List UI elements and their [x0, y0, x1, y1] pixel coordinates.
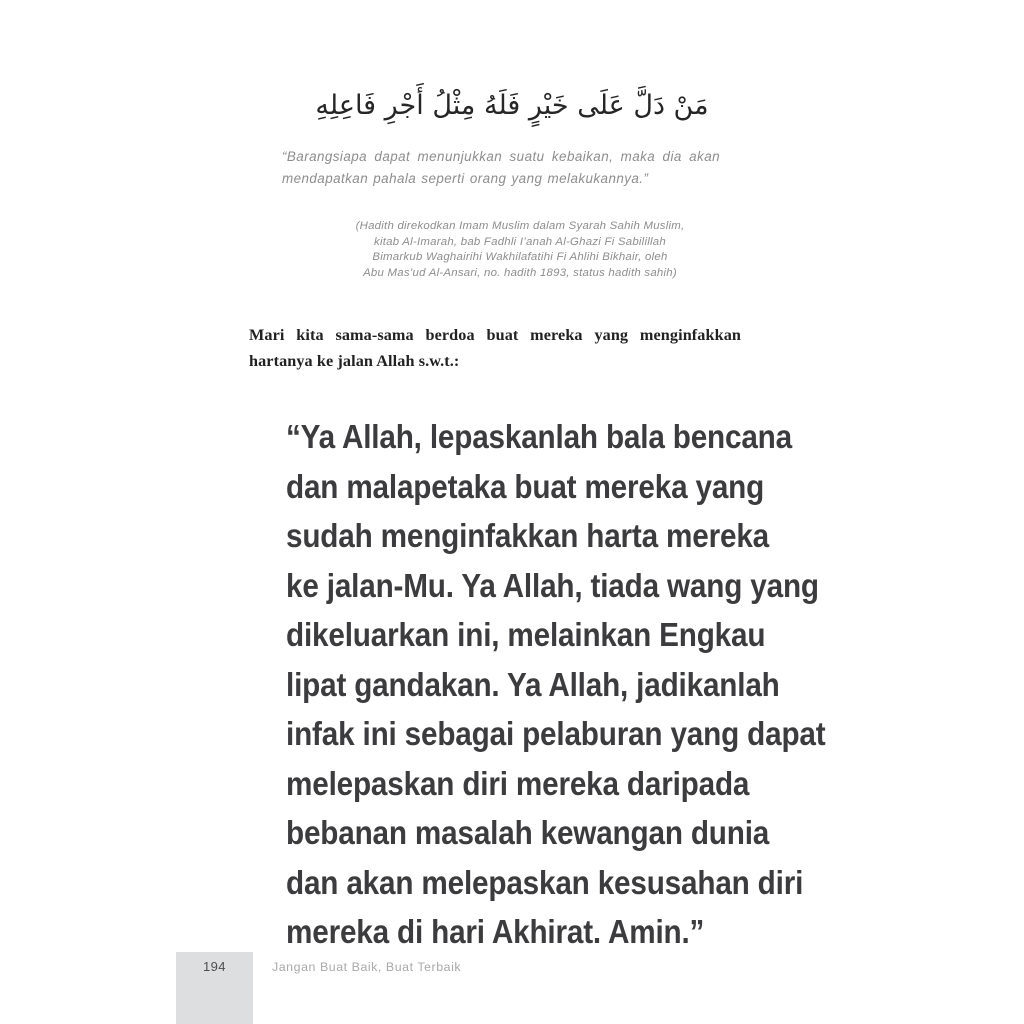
hadith-source-line: (Hadith direkodkan Imam Muslim dalam Syarah Sahih Muslim,	[355, 220, 685, 232]
body-paragraph-line: Mari kita sama-sama berdoa buat mereka yang menginfakkan	[249, 326, 741, 344]
prayer-quotation	[286, 412, 826, 957]
prayer-line: melepaskan diri mereka daripada	[286, 764, 750, 802]
footer-book-title: Jangan Buat Baik, Buat Terbaik	[272, 960, 462, 974]
prayer-line: mereka di hari Akhirat. Amin.”	[286, 913, 705, 950]
body-paragraph	[249, 322, 741, 374]
hadith-translation-text: “Barangsiapa dapat menunjukkan suatu kebaikan, maka dia akan mendapatkan pahala seperti orang yang melakukannya.”	[282, 149, 720, 186]
prayer-line: infak ini sebagai pelaburan yang dapat	[286, 715, 826, 752]
footer-page-number: 194	[203, 959, 226, 974]
hadith-arabic-text: مَنْ دَلَّ عَلَى خَيْرٍ فَلَهُ مِثْلُ أَجْرِ فَاعِلِهِ	[315, 90, 709, 121]
hadith-source-line: Abu Mas’ud Al-Ansari, no. hadith 1893, status hadith sahih)	[363, 266, 677, 279]
prayer-line: sudah menginfakkan harta mereka	[286, 517, 770, 554]
prayer-line: “Ya Allah, lepaskanlah bala bencana	[286, 418, 792, 455]
prayer-line: lipat gandakan. Ya Allah, jadikanlah	[286, 665, 780, 703]
prayer-line: ke jalan-Mu. Ya Allah, tiada wang yang	[286, 566, 819, 604]
hadith-source-line: kitab Al-Imarah, bab Fadhli I’anah Al-Ghazi Fi Sabilillah	[374, 235, 666, 248]
prayer-line: dan akan melepaskan kesusahan diri	[286, 863, 804, 901]
prayer-line: dikeluarkan ini, melainkan Engkau	[286, 616, 766, 653]
hadith-source-line: Bimarkub Waghairihi Wakhilafatihi Fi Ahlihi Bikhair, oleh	[372, 251, 668, 264]
prayer-line: bebanan masalah kewangan dunia	[286, 814, 770, 851]
hadith-source-citation	[300, 219, 740, 281]
body-paragraph-line: hartanya ke jalan Allah s.w.t.:	[249, 352, 460, 370]
prayer-line: dan malapetaka buat mereka yang	[286, 467, 765, 505]
